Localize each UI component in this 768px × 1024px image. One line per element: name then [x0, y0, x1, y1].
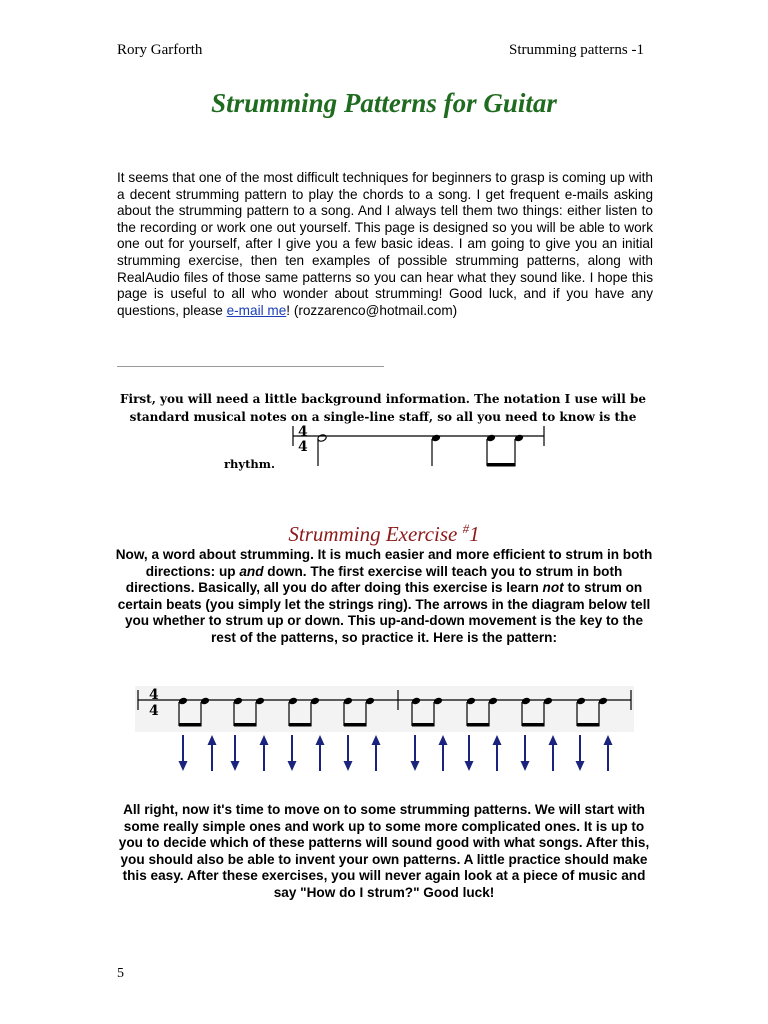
- svg-text:4: 4: [149, 703, 159, 719]
- svg-text:4: 4: [298, 439, 308, 455]
- rhythm-label: rhythm.: [224, 457, 275, 471]
- email-link[interactable]: e-mail me: [226, 302, 287, 318]
- up-arrow-icon: [549, 735, 558, 771]
- svg-text:4: 4: [149, 687, 159, 703]
- intro-text: It seems that one of the most difficult techniques for beginners to grasp is coming up with a decent strumming pattern to play the chords to a song. I get frequent e-mails asking about the strumming pattern to a song. And I always tell them two things: either listen to the recording or work one out yourself. This page is designed so you will be able to work one out for yourself, after I give you a few basic ideas. I am going to give you an initial strumming exercise, then ten examples of possible strumming patterns, along with RealAudio files of those same patterns so you can hear what they sound like. I hope this page is useful to all who wonder about strumming! Good luck, and if you have any questions, please: [117, 170, 653, 318]
- down-arrow-icon: [465, 735, 474, 771]
- strum-arrows: [170, 733, 630, 775]
- note-beam: [289, 723, 312, 727]
- down-arrow-icon: [576, 735, 585, 771]
- note-beam: [577, 723, 600, 727]
- intro-paragraph: [117, 170, 653, 319]
- down-arrow-icon: [344, 735, 353, 771]
- divider: [117, 366, 384, 367]
- up-arrow-icon: [316, 735, 325, 771]
- down-arrow-icon: [231, 735, 240, 771]
- exercise-title: Strumming Exercise #1: [288, 521, 480, 546]
- page-title: Strumming Patterns for Guitar: [211, 88, 557, 118]
- down-arrow-icon: [179, 735, 188, 771]
- exercise-staff-diagram: [135, 684, 645, 734]
- down-arrow-icon: [411, 735, 420, 771]
- outro-paragraph: All right, now it's time to move on to some strumming patterns. We will start with some really simple ones and work up to some more complicated ones. It is up to you to decide which of these patterns will sound good with what songs. After this, you should also be able to invent your own patterns. A little practice should make this easy. After these exercises, you will never again look at a piece of music and say "How do I strum?" Good luck!: [118, 802, 650, 900]
- up-arrow-icon: [372, 735, 381, 771]
- header-section: Strumming patterns -1: [509, 42, 644, 58]
- intro-after-link: ! (rozzarenco@hotmail.com): [286, 302, 458, 318]
- down-arrow-icon: [521, 735, 530, 771]
- note-beam: [467, 723, 490, 727]
- up-arrow-icon: [260, 735, 269, 771]
- note-beam: [522, 723, 545, 727]
- note-beam: [179, 723, 202, 727]
- up-arrow-icon: [604, 735, 613, 771]
- svg-text:4: 4: [298, 424, 308, 440]
- up-arrow-icon: [208, 735, 217, 771]
- page-number: 5: [117, 966, 124, 981]
- exercise-text: Now, a word about strumming. It is much easier and more efficient to strum in both directions: up and down. The first exercise will teach you to strum in both directions. Basically, all you do after doing this exercise is learn not to strum on certain beats (you simply let the strings ring). The arrows in the diagram below tell you whether to strum up or down. This up-and-down movement is the key to the rest of the patterns, so practice it. Here is the pattern:: [115, 547, 653, 645]
- header-author: Rory Garforth: [117, 42, 203, 58]
- rhythm-staff-diagram: [290, 422, 550, 472]
- note-beam: [412, 723, 435, 727]
- up-arrow-icon: [493, 735, 502, 771]
- note-beam: [234, 723, 257, 727]
- down-arrow-icon: [288, 735, 297, 771]
- up-arrow-icon: [439, 735, 448, 771]
- note-beam: [344, 723, 367, 727]
- background-info: First, you will need a little background information. The notation I use will be standard musical notes on a single-line staff, so all you need to know is the: [120, 392, 646, 424]
